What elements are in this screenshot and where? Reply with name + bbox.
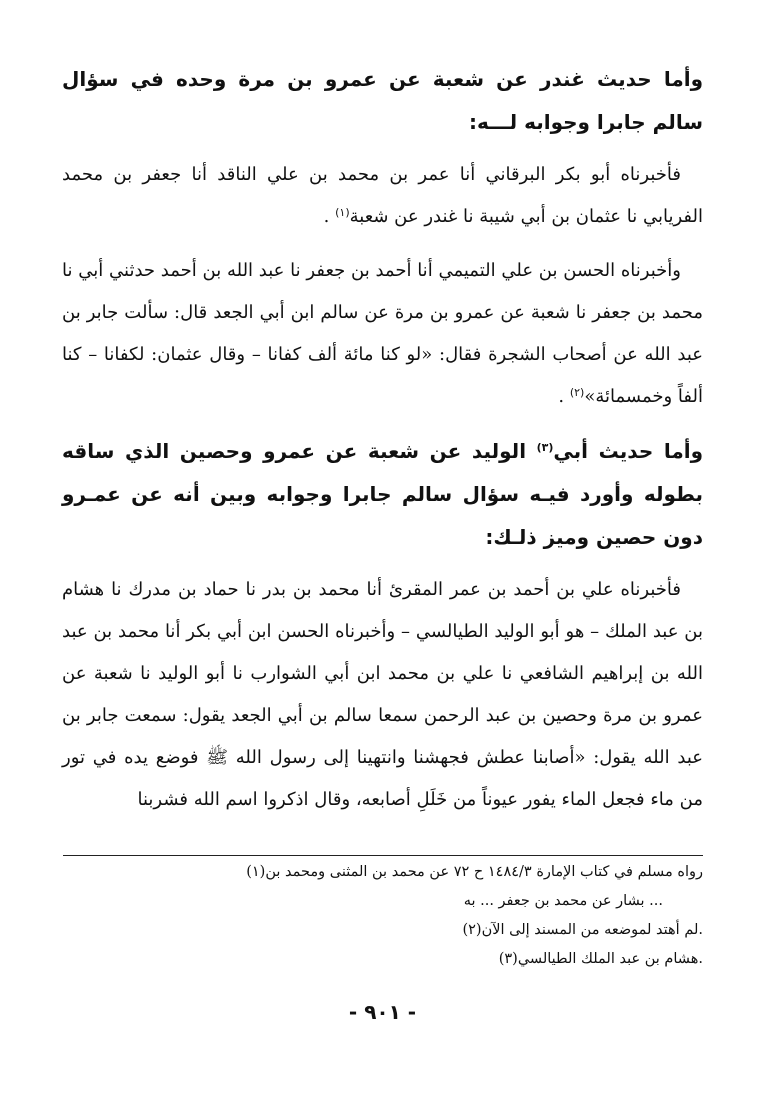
footnote-number: (٢) <box>462 922 482 938</box>
paragraph-barqani-tail: . <box>323 206 336 227</box>
footnote-1 <box>63 858 703 887</box>
footnote-2 <box>63 916 703 945</box>
paragraph-tamimi-tail: . <box>558 386 570 407</box>
paragraph-barqani-text: فأخبرناه أبو بكر البرقاني أنا عمر بن محمد بن علي الناقد أنا جعفر بن محمد الفريابي نا عثمان بن أبي شيبة نا غندر عن شعبة <box>62 164 703 227</box>
footnote-text: بشار عن محمد بن جعفر ... به ... <box>463 893 663 909</box>
footnote-3 <box>63 945 703 974</box>
footnote-number: (١) <box>246 864 266 880</box>
section-heading-abu-walid-a: وأما حديث أبي <box>553 439 704 463</box>
page-number: - ٩٠١ - <box>348 1000 417 1024</box>
footnote-text: هشام بن عبد الملك الطيالسي. <box>517 951 703 967</box>
footnote-text: رواه مسلم في كتاب الإمارة ١٤٨٤/٣ ح ٧٢ عن محمد بن المثنى ومحمد بن <box>265 864 703 880</box>
footnote-separator <box>63 855 703 856</box>
paragraph-barqani <box>62 154 703 238</box>
paragraph-muqri <box>62 569 703 821</box>
footnote-text: لم أهتد لموضعه من المسند إلى الآن. <box>481 922 703 938</box>
footnotes <box>63 858 703 974</box>
footnote-1-continued <box>63 887 703 916</box>
paragraph-tamimi-text: وأخبرناه الحسن بن علي التميمي أنا أحمد بن جعفر نا عبد الله بن أحمد حدثني أبي نا محمد بن جعفر نا شعبة عن عمرو بن مرة عن سالم ابن أبي الجعد قال: سألت جابر بن عبد الله عن أصحاب الشجرة فقال: «لو كنا مائة ألف كفانا – وقال عثمان: لكفانا – كنا ألفاً وخمسمائة» <box>62 260 703 407</box>
section-heading-ghundar: وأما حديث غندر عن شعبة عن عمرو بن مرة وحده في سؤال سالم جابرا وجوابه لـــه: <box>62 67 703 134</box>
footnote-number: (٣) <box>498 951 518 967</box>
paragraph-tamimi <box>62 250 703 418</box>
paragraph-muqri-text: فأخبرناه علي بن أحمد بن عمر المقرئ أنا محمد بن بدر نا حماد بن مدرك نا هشام بن عبد الملك – هو أبو الوليد الطيالسي – وأخبرناه الحسن ابن أبي بكر أنا محمد بن عبد الله بن إبراهيم الشافعي نا علي بن محمد ابن أبي الشوارب نا أبو الوليد نا شعبة عن عمرو بن مرة وحصين بن عبد الرحمن سمعا سالم بن أبي الجعد يقول: سمعت جابر بن عبد الله يقول: «أصابنا عطش فجهشنا وانتهينا إلى رسول الله ﷺ فوضع يده في تور من ماء فجعل الماء يفور عيوناً من خَلَلِ أصابعه، وقال اذكروا اسم الله فشربنا <box>62 579 703 810</box>
footnote-ref-1[interactable]: (١) <box>335 206 350 219</box>
section-heading-abu-walid <box>62 430 703 559</box>
section-heading-abu-walid-b: الوليد عن شعبة عن عمرو وحصين الذي ساقه بطوله وأورد فيـه سؤال سالم جابرا وجوابه وبين أنه عن عمـرو دون حصين وميز ذلـك: <box>62 439 703 549</box>
footnote-ref-2[interactable]: (٢) <box>569 386 585 399</box>
footnote-ref-3[interactable]: (٣) <box>536 441 554 454</box>
